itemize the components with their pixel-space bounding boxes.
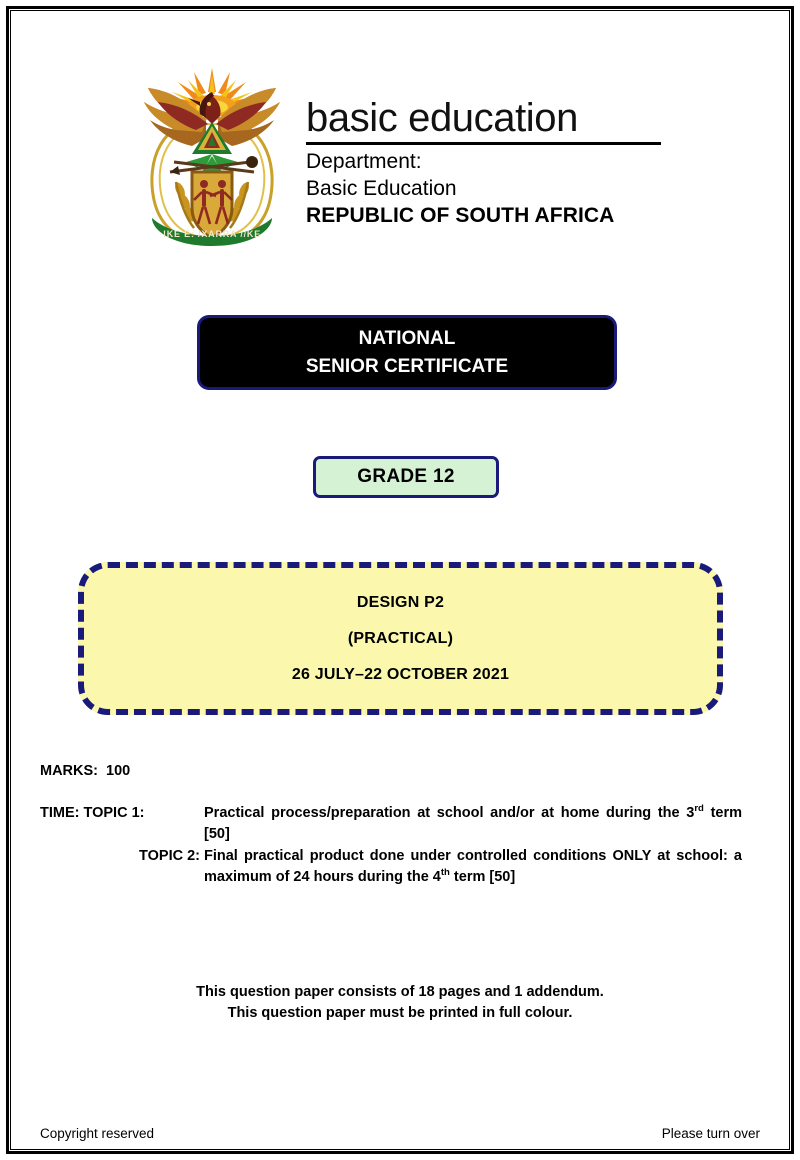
national-senior-certificate-banner <box>197 315 617 390</box>
footer-copyright: Copyright reserved <box>40 1126 155 1141</box>
nsc-banner-text <box>306 325 508 380</box>
nsc-line-2: SENIOR CERTIFICATE <box>305 355 509 377</box>
topic-2-text-part1: Final practical product done under controlled conditions ONLY at school: a maximum of 24 hours during the 4 <box>204 848 742 885</box>
topic-1-text-part2: term [50] <box>204 805 742 842</box>
grade-label: GRADE 12 <box>357 466 455 487</box>
department-name: Basic Education <box>306 176 457 200</box>
svg-text:!KE E: /XARRA //KE: !KE E: /XARRA //KE <box>162 229 262 239</box>
subject-box <box>78 562 723 715</box>
brand-title: basic education <box>306 96 578 140</box>
notice-line-1: This question paper consists of 18 pages and 1 addendum. <box>196 984 604 1000</box>
nsc-line-1: NATIONAL <box>358 327 456 349</box>
exam-date-range: 26 JULY–22 OCTOBER 2021 <box>291 665 510 683</box>
notice-line-2: This question paper must be printed in full colour. <box>227 1005 573 1022</box>
topic-2-label: TOPIC 2: <box>139 848 200 865</box>
brand-underline <box>306 142 661 145</box>
grade-box <box>313 456 499 498</box>
time-block <box>40 803 742 889</box>
subject-title: DESIGN P2 <box>356 593 445 611</box>
department-label: Department: <box>306 149 422 173</box>
topic-2-text <box>200 846 742 887</box>
paper-type: (PRACTICAL) <box>347 629 454 647</box>
topic-1-ordinal-suffix: rd <box>694 803 704 815</box>
footer-turn-over: Please turn over <box>661 1126 760 1141</box>
topic-1-row <box>40 803 742 844</box>
marks-line: MARKS: 100 <box>40 763 131 779</box>
topic-1-text-part1: Practical process/preparation at school and/or at home during the 3 <box>204 805 695 821</box>
topic-2-text-part2: term [50] <box>449 868 516 885</box>
topic-2-row <box>40 846 742 887</box>
topic-2-ordinal-suffix: th <box>440 866 450 878</box>
page-count-notice <box>0 982 800 1024</box>
masthead-text <box>306 98 661 229</box>
topic-1-text <box>200 803 742 844</box>
page-footer <box>40 1126 760 1141</box>
masthead <box>132 62 672 262</box>
topic-1-label: TIME: TOPIC 1: <box>40 805 145 821</box>
country-name: REPUBLIC OF SOUTH AFRICA <box>306 203 615 227</box>
south-african-coat-of-arms-icon <box>132 62 292 254</box>
